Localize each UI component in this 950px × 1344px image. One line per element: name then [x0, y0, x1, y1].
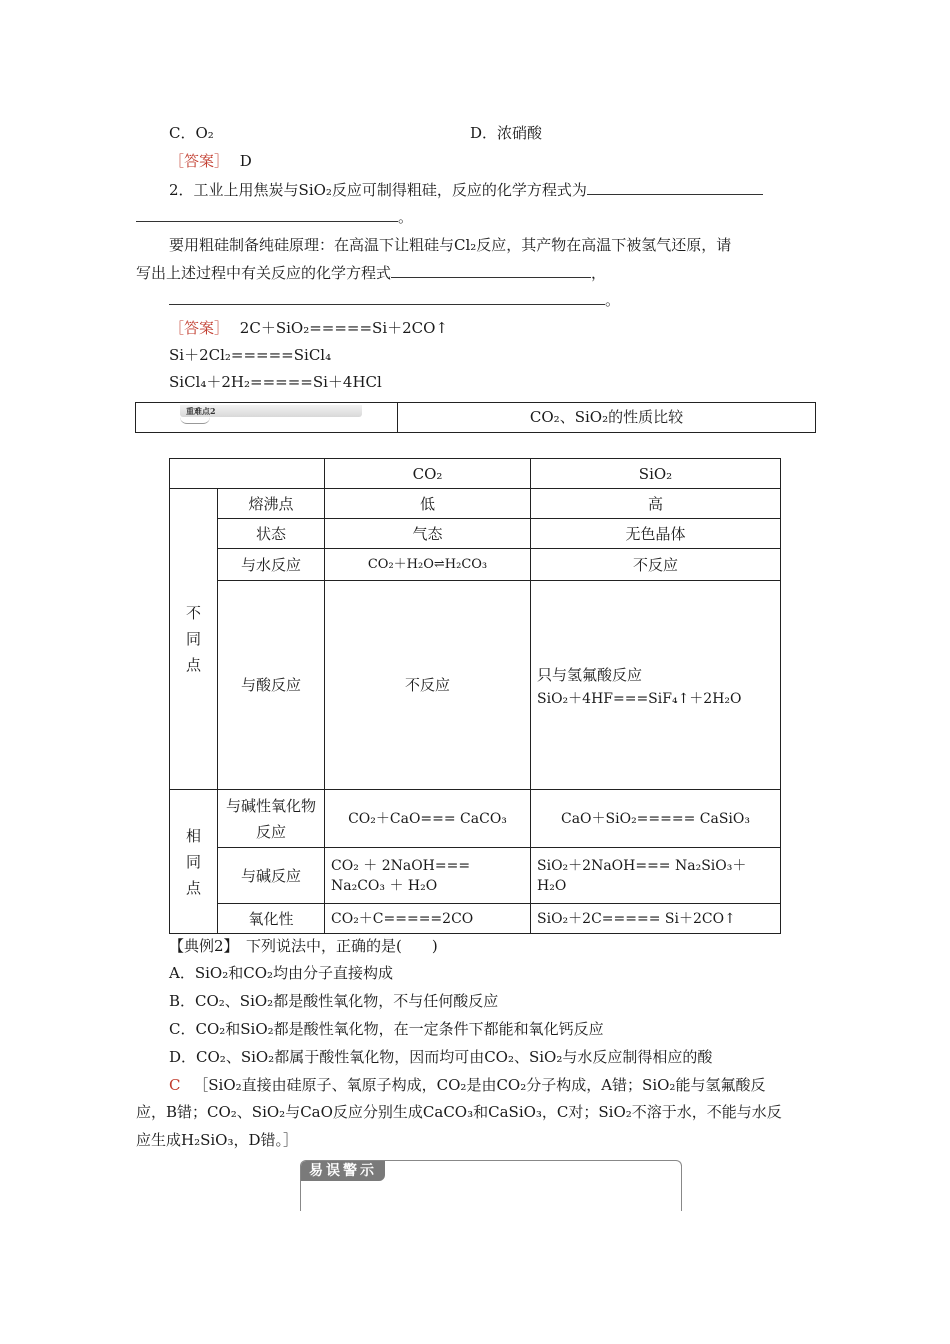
answer-tag: ［答案］	[169, 152, 230, 170]
co2-cell: 气态	[325, 519, 531, 549]
q2-line4-end: ，	[591, 264, 607, 282]
option-a: A．SiO₂和CO₂均由分子直接构成	[169, 964, 394, 982]
explanation-line2: 应，B错；CO₂、SiO₂与CaO反应分别生成CaCO₃和CaSiO₃，C对；SiO₂不溶于水，不能与水反	[136, 1103, 782, 1121]
explanation-line1	[169, 1075, 765, 1095]
table-row	[170, 848, 781, 904]
co2-cell: CO₂＋H₂O⇌H₂CO₃	[325, 549, 531, 581]
answer-value: D	[239, 152, 252, 170]
answer-1	[169, 151, 252, 171]
q2-line3: 要用粗硅制备纯硅原理：在高温下让粗硅与Cl₂反应，其产物在高温下被氢气还原，请	[169, 236, 732, 254]
table-header-row	[170, 459, 781, 489]
table-row	[170, 790, 781, 848]
q2-line1-text: 2．工业上用焦炭与SiO₂反应可制得粗硅，反应的化学方程式为	[169, 181, 587, 199]
q2-line5-end: 。	[605, 291, 621, 309]
explanation-answer: C	[169, 1076, 181, 1094]
prop-cell: 氧化性	[218, 904, 325, 934]
prop-cell: 状态	[218, 519, 325, 549]
q2-line2-end: 。	[398, 208, 414, 226]
prop-cell: 与水反应	[218, 549, 325, 581]
q2-line2	[136, 207, 413, 227]
q2-line1	[169, 180, 763, 200]
table-corner	[170, 459, 325, 489]
table-row	[170, 519, 781, 549]
answer-2	[169, 318, 448, 338]
group-diff: 不 同 点	[170, 489, 218, 790]
option-d: D．浓硝酸	[470, 124, 543, 142]
option-b: B．CO₂、SiO₂都是酸性氧化物，不与任何酸反应	[169, 992, 499, 1010]
co2-cell: 不反应	[325, 581, 531, 790]
answer-eq1: 2C＋SiO₂=====Si＋2CO↑	[239, 319, 449, 337]
comparison-table	[169, 458, 781, 934]
explanation-text: ［SiO₂直接由硅原子、氧原子构成，CO₂是由CO₂分子构成，A错；SiO₂能与氢氟酸反	[193, 1076, 766, 1094]
sio2-cell: SiO₂＋2C===== Si＋2CO↑	[531, 904, 781, 934]
section-tag: 重难点2	[180, 405, 362, 417]
sio2-cell: SiO₂＋2NaOH=== Na₂SiO₃＋H₂O	[531, 848, 781, 904]
co2-cell: CO₂＋C=====2CO	[325, 904, 531, 934]
answer-tag: ［答案］	[169, 319, 230, 337]
sio2-acid-note: 只与氢氟酸反应	[537, 666, 643, 684]
prop-cell: 与碱反应	[218, 848, 325, 904]
warning-label: 易误警示	[301, 1161, 385, 1181]
example2-title: 【典例2】 下列说法中，正确的是( )	[169, 937, 438, 955]
warning-box	[300, 1160, 682, 1211]
col-header-sio2: SiO₂	[531, 459, 781, 489]
table-row	[170, 904, 781, 934]
col-header-co2: CO₂	[325, 459, 531, 489]
section-title: CO₂、SiO₂的性质比较	[529, 408, 684, 426]
explanation-line3: 应生成H₂SiO₃，D错。］	[136, 1131, 299, 1149]
q2-line4	[136, 263, 606, 283]
fill-blank[interactable]	[391, 263, 591, 278]
sio2-cell: 高	[531, 489, 781, 519]
q2-line5	[169, 290, 620, 310]
sio2-cell	[531, 581, 781, 790]
option-d: D．CO₂、SiO₂都属于酸性氧化物，因而均可由CO₂、SiO₂与水反应制得相应的酸	[169, 1048, 713, 1066]
section-header	[135, 402, 816, 433]
co2-cell: CO₂＋CaO=== CaCO₃	[325, 790, 531, 848]
group-same: 相 同 点	[170, 790, 218, 934]
table-row	[170, 581, 781, 790]
answer-eq3: SiCl₄＋2H₂=====Si＋4HCl	[169, 373, 382, 391]
co2-cell: 低	[325, 489, 531, 519]
table-row	[170, 489, 781, 519]
sio2-cell: CaO＋SiO₂===== CaSiO₃	[531, 790, 781, 848]
sio2-cell: 无色晶体	[531, 519, 781, 549]
option-c: C．O₂	[169, 124, 214, 142]
prop-cell: 熔沸点	[218, 489, 325, 519]
table-row	[170, 549, 781, 581]
sio2-acid-eq: SiO₂＋4HF===SiF₄↑＋2H₂O	[537, 691, 742, 707]
prop-cell: 与碱性氧化物反应	[218, 790, 325, 848]
q2-line4-text: 写出上述过程中有关反应的化学方程式	[136, 264, 392, 282]
answer-eq2: Si＋2Cl₂=====SiCl₄	[169, 346, 332, 364]
fill-blank[interactable]	[587, 180, 763, 195]
option-c: C．CO₂和SiO₂都是酸性氧化物，在一定条件下都能和氧化钙反应	[169, 1020, 604, 1038]
prop-cell: 与酸反应	[218, 581, 325, 790]
tag-decoration	[180, 417, 210, 424]
fill-blank[interactable]	[169, 290, 605, 305]
sio2-cell: 不反应	[531, 549, 781, 581]
co2-cell: CO₂ ＋ 2NaOH=== Na₂CO₃ ＋ H₂O	[325, 848, 531, 904]
fill-blank[interactable]	[136, 207, 398, 222]
